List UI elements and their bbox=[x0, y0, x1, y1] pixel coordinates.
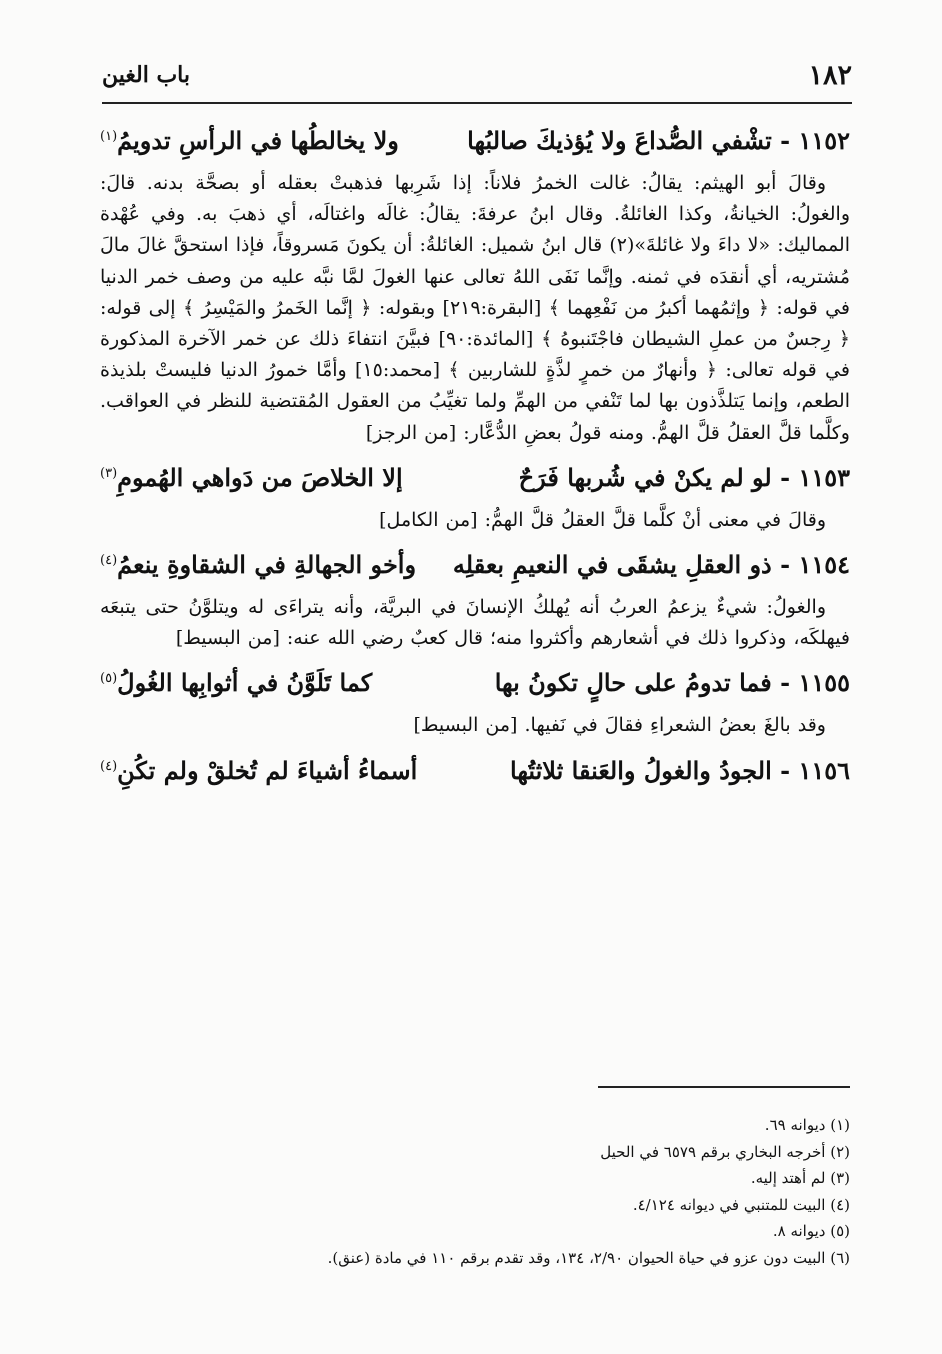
footnote-ref: (٤) bbox=[100, 553, 118, 569]
footnote-divider bbox=[598, 1086, 850, 1088]
page-header bbox=[102, 58, 852, 104]
commentary-paragraph: وقالَ في معنى أنْ كلَّما قلَّ العقلُ قلَّ الهمُّ: [من الكامل] bbox=[379, 508, 826, 531]
footnote-2: (٢) أخرجه البخاري برقم ٦٥٧٩ في الحيل bbox=[600, 1142, 850, 1161]
hemistich-second: كما تَلَوَّنُ في أثوابِها الغُولُ bbox=[117, 668, 373, 698]
commentary-paragraph: والغولُ: شيءٌ يزعمُ العربُ أنه يُهلكُ الإنسانَ في البريَّة، وأنه يتراءَى له ويتلوَّنُ حتى يتبعَه فيهلكَه، وذكروا ذلك في أشعارهم وأكثروا منه؛ قال كعبٌ رضي الله عنه: [من البسيط] bbox=[100, 596, 850, 650]
main-text bbox=[100, 112, 850, 798]
footnote-4: (٤) البيت للمتنبي في ديوانه ٤/١٢٤. bbox=[632, 1195, 850, 1214]
hemistich-first: تشْفي الصُّداعَ ولا يُؤذيكَ صالبُها bbox=[467, 126, 772, 155]
commentary-paragraph: وقالَ أبو الهيثم: يقالُ: غالت الخمرُ فلاناً: إذا شَرِبها فذهبتْ بعقله أو بصحَّة بدنه. قالَ: والغولُ: الخيانةُ، وكذا الغائلةُ. وقال ابنُ عرفةَ: يقالُ: غالَه واغتالَه، أي ذهبَ به. وفي عُهْدة المماليك: «لا داءَ ولا غائلةَ»(٢) قال ابنُ شميل: الغائلةُ: أن يكونَ مَسروقاً، فإذا استحقَّ غالَ مالَ مُشتريه، أي أنقدَه في ثمنه. وإنَّما نَفَى اللهُ تعالى عنها الغولَ لمَّا نبَّه عليه من وصف خمر الدنيا في قوله: ﴿ وإثمُهما أكبرُ من نَفْعِهما ﴾ [البقرة:٢١٩] وبقوله: ﴿ إنَّما الخَمرُ والمَيْسِرُ ﴾ إلى قوله: ﴿ رِجسٌ من عملِ الشيطان فاجْتَنبوهُ ﴾ [المائدة:٩٠] فبيَّنَ انتفاءَ ذلك عن خمر الآخرة المذكورة في قوله تعالى: ﴿ وأنهارٌ من خمرٍ لذَّةٍ للشاربين ﴾ [محمد:١٥] وأمَّا خمورُ الدنيا فليستْ بلذيذة الطعم، وإنما يَتلذَّذون بها لما تَنْفي من الهمِّ ولما تغيِّبُ من العقول المُقتضية للنظر في العواقب. وكلَّما قلَّ العقلُ قلَّ الهمُّ. ومنه قولُ بعضِ الدُّعَّار: [من الرجز] bbox=[100, 172, 851, 444]
footnote-ref: (٥) bbox=[100, 671, 118, 687]
footnotes bbox=[100, 1112, 850, 1271]
footnote-ref: (٣) bbox=[100, 465, 118, 481]
page-number: ١٨٢ bbox=[808, 60, 852, 91]
verse-1155: ١١٥٥ - فما تدومُ على حالٍ تكونُ بها كما تَلَوَّنُ في أثوابِها الغُولُ$^{(٥)}$ bbox=[100, 668, 850, 698]
chapter-title: باب الغين bbox=[102, 62, 191, 88]
hemistich-second: ولا يخالطُها في الرأسِ تدويمُ bbox=[117, 126, 399, 155]
hemistich-first: ذو العقلِ يشقَى في النعيمِ بعقلِه bbox=[452, 550, 772, 580]
footnote-6: (٦) البيت دون عزو في حياة الحيوان ٢/٩٠، ١٣٤، وقد تقدم برقم ١١٠ في مادة (عنق). bbox=[327, 1248, 850, 1267]
hemistich-first: الجودُ والغولُ والعَنقا ثلاثتُها bbox=[510, 755, 772, 785]
verse-1156: ١١٥٦ - الجودُ والغولُ والعَنقا ثلاثتُها أسماءُ أشياءَ لم تُخلقْ ولم تكُنِ$^{(٤)}$ bbox=[100, 755, 850, 785]
verse-1153: ١١٥٣ - لو لم يكنْ في شُربها فَرَحٌ إلا الخلاصَ من دَواهي الهُمومِ$^{(٣)}$ bbox=[100, 462, 850, 492]
footnote-ref: (٤) bbox=[100, 758, 118, 774]
footnote-1: (١) ديوانه ٦٩. bbox=[764, 1116, 850, 1134]
hemistich-second: وأخو الجهالةِ في الشقاوةِ ينعمُ bbox=[117, 550, 417, 580]
hemistich-first: لو لم يكنْ في شُربها فَرَحٌ bbox=[518, 462, 772, 492]
footnote-ref: (١) bbox=[100, 129, 118, 144]
verse-1154: ١١٥٤ - ذو العقلِ يشقَى في النعيمِ بعقلِه وأخو الجهالةِ في الشقاوةِ ينعمُ$^{(٤)}$ bbox=[100, 550, 850, 580]
hemistich-second: أسماءُ أشياءَ لم تُخلقْ ولم تكُنِ bbox=[117, 755, 418, 785]
footnote-3: (٣) لم أهتد إليه. bbox=[750, 1169, 850, 1187]
commentary-paragraph: وقد بالغَ بعضُ الشعراءِ فقالَ في نَفيها. [من البسيط] bbox=[413, 714, 826, 737]
hemistich-second: إلا الخلاصَ من دَواهي الهُمومِ bbox=[117, 462, 403, 492]
hemistich-first: فما تدومُ على حالٍ تكونُ بها bbox=[494, 668, 772, 698]
footnote-5: (٥) ديوانه ٨. bbox=[772, 1222, 850, 1240]
verse-1152: ١١٥٢ - تشْفي الصُّداعَ ولا يُؤذيكَ صالبُها ولا يخالطُها في الرأسِ تدويمُ$^{(١)}$ bbox=[100, 126, 850, 155]
